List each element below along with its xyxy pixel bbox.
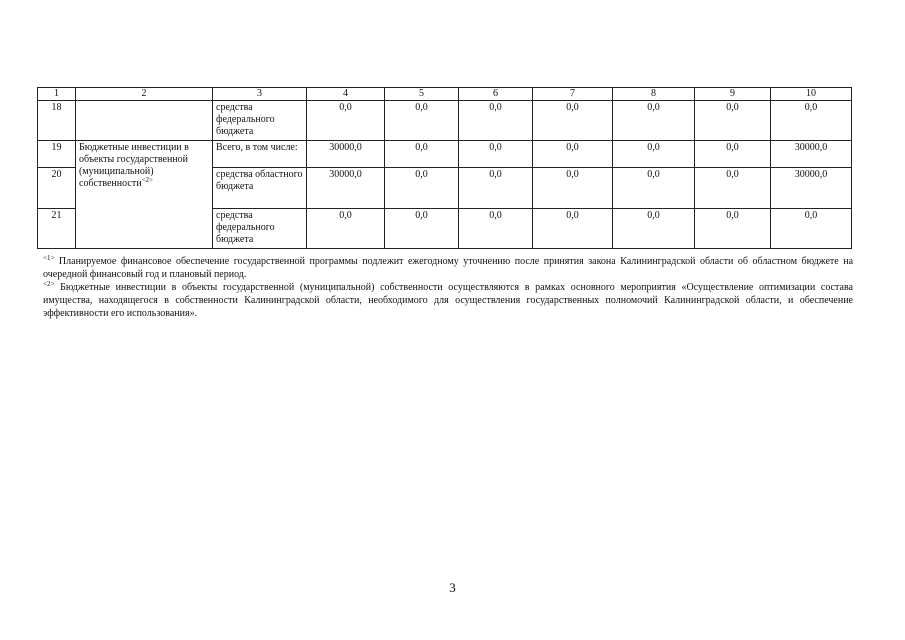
col-header-2: 2 [76, 88, 213, 101]
footnote-text: Бюджетные инвестиции в объекты государственной (муниципальной) собственности осуществляются в рамках основного мероприятия «Осуществление оптимизации состава имущества, находящегося в собственности Калининградской области, необходимого для осуществления государственных полномочий Калининградской области, и обеспечение эффективности его использования». [43, 282, 854, 319]
funding-source: средства федерального бюджета [213, 101, 307, 141]
value-cell: 0,0 [533, 141, 613, 168]
value-cell: 0,0 [385, 101, 459, 141]
footnote-marker: <2> [141, 176, 153, 184]
col-header-5: 5 [385, 88, 459, 101]
group-name-cell [76, 141, 213, 249]
value-cell: 0,0 [459, 141, 533, 168]
col-header-10: 10 [771, 88, 852, 101]
value-cell: 0,0 [695, 209, 771, 249]
footnote-1 [43, 255, 853, 281]
value-cell: 0,0 [613, 101, 695, 141]
value-cell: 0,0 [613, 209, 695, 249]
value-cell: 0,0 [385, 141, 459, 168]
row-number: 19 [38, 141, 76, 168]
row-number: 21 [38, 209, 76, 249]
col-header-8: 8 [613, 88, 695, 101]
page-number: 3 [449, 580, 456, 595]
value-cell: 0,0 [613, 141, 695, 168]
footnotes [43, 255, 853, 320]
footnote-text: Планируемое финансовое обеспечение государственной программы подлежит ежегодному уточнению после принятия закона Калининградской области об областном бюджете на очередной финансовый год и плановый период. [43, 256, 854, 280]
value-cell: 30000,0 [771, 141, 852, 168]
footnote-2 [43, 281, 853, 320]
group-name: Бюджетные инвестиции в объекты государственной (муниципальной) собственности [79, 142, 189, 189]
col-header-7: 7 [533, 88, 613, 101]
budget-table [37, 87, 852, 249]
row-number: 20 [38, 168, 76, 209]
col-header-9: 9 [695, 88, 771, 101]
value-cell: 0,0 [385, 209, 459, 249]
col-header-1: 1 [38, 88, 76, 101]
value-cell: 0,0 [533, 209, 613, 249]
value-cell: 0,0 [695, 168, 771, 209]
header-row [38, 88, 852, 101]
table-row [38, 101, 852, 141]
value-cell: 0,0 [695, 141, 771, 168]
row-number: 18 [38, 101, 76, 141]
col-header-4: 4 [307, 88, 385, 101]
col-header-3: 3 [213, 88, 307, 101]
value-cell: 0,0 [771, 101, 852, 141]
value-cell: 0,0 [459, 168, 533, 209]
value-cell: 0,0 [533, 168, 613, 209]
value-cell: 0,0 [695, 101, 771, 141]
value-cell: 30000,0 [307, 141, 385, 168]
funding-source: средства областного бюджета [213, 168, 307, 209]
value-cell: 0,0 [459, 101, 533, 141]
value-cell: 0,0 [385, 168, 459, 209]
col-header-6: 6 [459, 88, 533, 101]
funding-source: средства федерального бюджета [213, 209, 307, 249]
footnote-marker: <2> [43, 280, 55, 288]
empty-name-cell [76, 101, 213, 141]
value-cell: 30000,0 [771, 168, 852, 209]
value-cell: 0,0 [613, 168, 695, 209]
table-row [38, 141, 852, 168]
value-cell: 0,0 [771, 209, 852, 249]
value-cell: 0,0 [307, 209, 385, 249]
footnote-marker: <1> [43, 254, 55, 262]
funding-source: Всего, в том числе: [213, 141, 307, 168]
value-cell: 30000,0 [307, 168, 385, 209]
value-cell: 0,0 [459, 209, 533, 249]
value-cell: 0,0 [533, 101, 613, 141]
value-cell: 0,0 [307, 101, 385, 141]
